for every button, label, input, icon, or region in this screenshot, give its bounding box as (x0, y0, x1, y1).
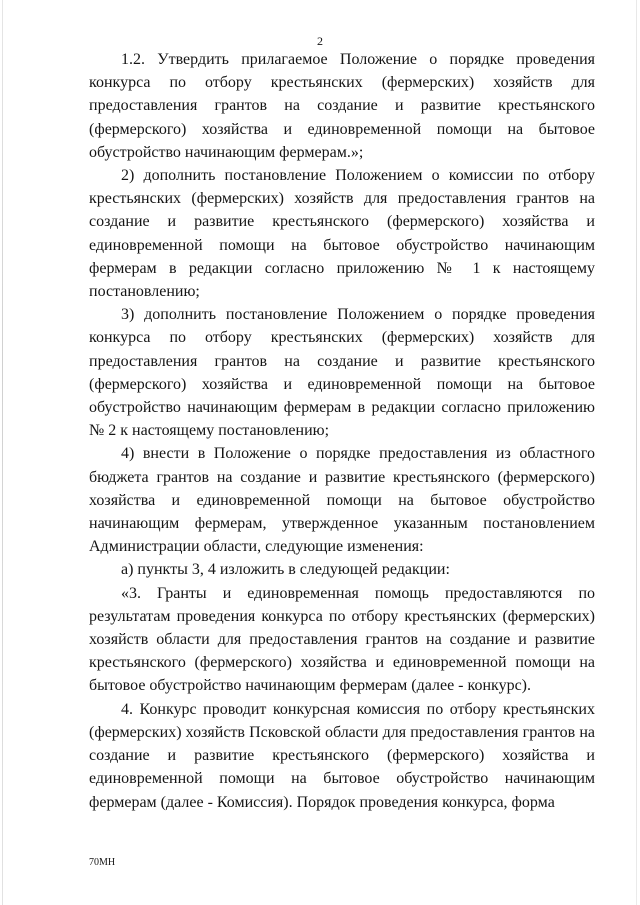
scan-edge-right (636, 0, 637, 905)
paragraph-point-4-commission: 4. Конкурс проводит конкурсная комиссия по отбору крестьянских (фермерских) хозяйств Псковской области для предоставления грантов на создание и развитие крестьянского (фермерского) хозяйства и единовременной помощи на бытовое обустройство начинающим фермерам (далее - Комиссия). Порядок проведения конкурса, форма (89, 700, 595, 811)
paragraph-a-points-3-4: а) пункты 3, 4 изложить в следующей редакции: (121, 561, 450, 579)
page-number: 2 (317, 34, 323, 48)
paragraph-point-3-grants: «3. Гранты и единовременная помощь предоставляются по результатам проведения конкурса по отбору крестьянских (фермерских) хозяйств области для предоставления грантов на создание и развитие крестьянского (фермерского) хозяйства и единовременной помощи на бытовое обустройство начинающим фермерам (далее - конкурс). (89, 584, 595, 695)
paragraph-3-competition-regulation: 3) дополнить постановление Положением о порядке проведения конкурса по отбору крестьянских (фермерских) хозяйств для предоставления грантов на создание и развитие крестьянского (фермерского) хозяйства и единовременной помощи на бытовое обустройство начинающим фермерам в редакции согласно приложению № 2 к настоящему постановлению; (89, 306, 595, 440)
paragraph-2-commission-regulation: 2) дополнить постановление Положением о комиссии по отбору крестьянских (фермерских) хозяйств для предоставления грантов на создание и развитие крестьянского (фермерского) хозяйства и единовременной помощи на бытовое обустройство начинающим фермерам в редакции согласно приложению № 1 к настоящему постановлению; (89, 167, 595, 301)
document-body (89, 48, 595, 814)
paragraph-4-amendments: 4) внести в Положение о порядке предоставления из областного бюджета грантов на создание и развитие крестьянского (фермерского) хозяйства и единовременной помощи на бытовое обустройство начинающим фермерам, утвержденное указанным постановлением Администрации области, следующие изменения: (89, 445, 595, 556)
paragraph-1-2-approve-regulation: 1.2. Утвердить прилагаемое Положение о порядке проведения конкурса по отбору крестьянских (фермерских) хозяйств для предоставления грантов на создание и развитие крестьянского (фермерского) хозяйства и единовременной помощи на бытовое обустройство начинающим фермерам.»; (89, 51, 595, 161)
scan-edge-left (2, 0, 3, 905)
document-footer-code: 70МН (89, 857, 116, 868)
